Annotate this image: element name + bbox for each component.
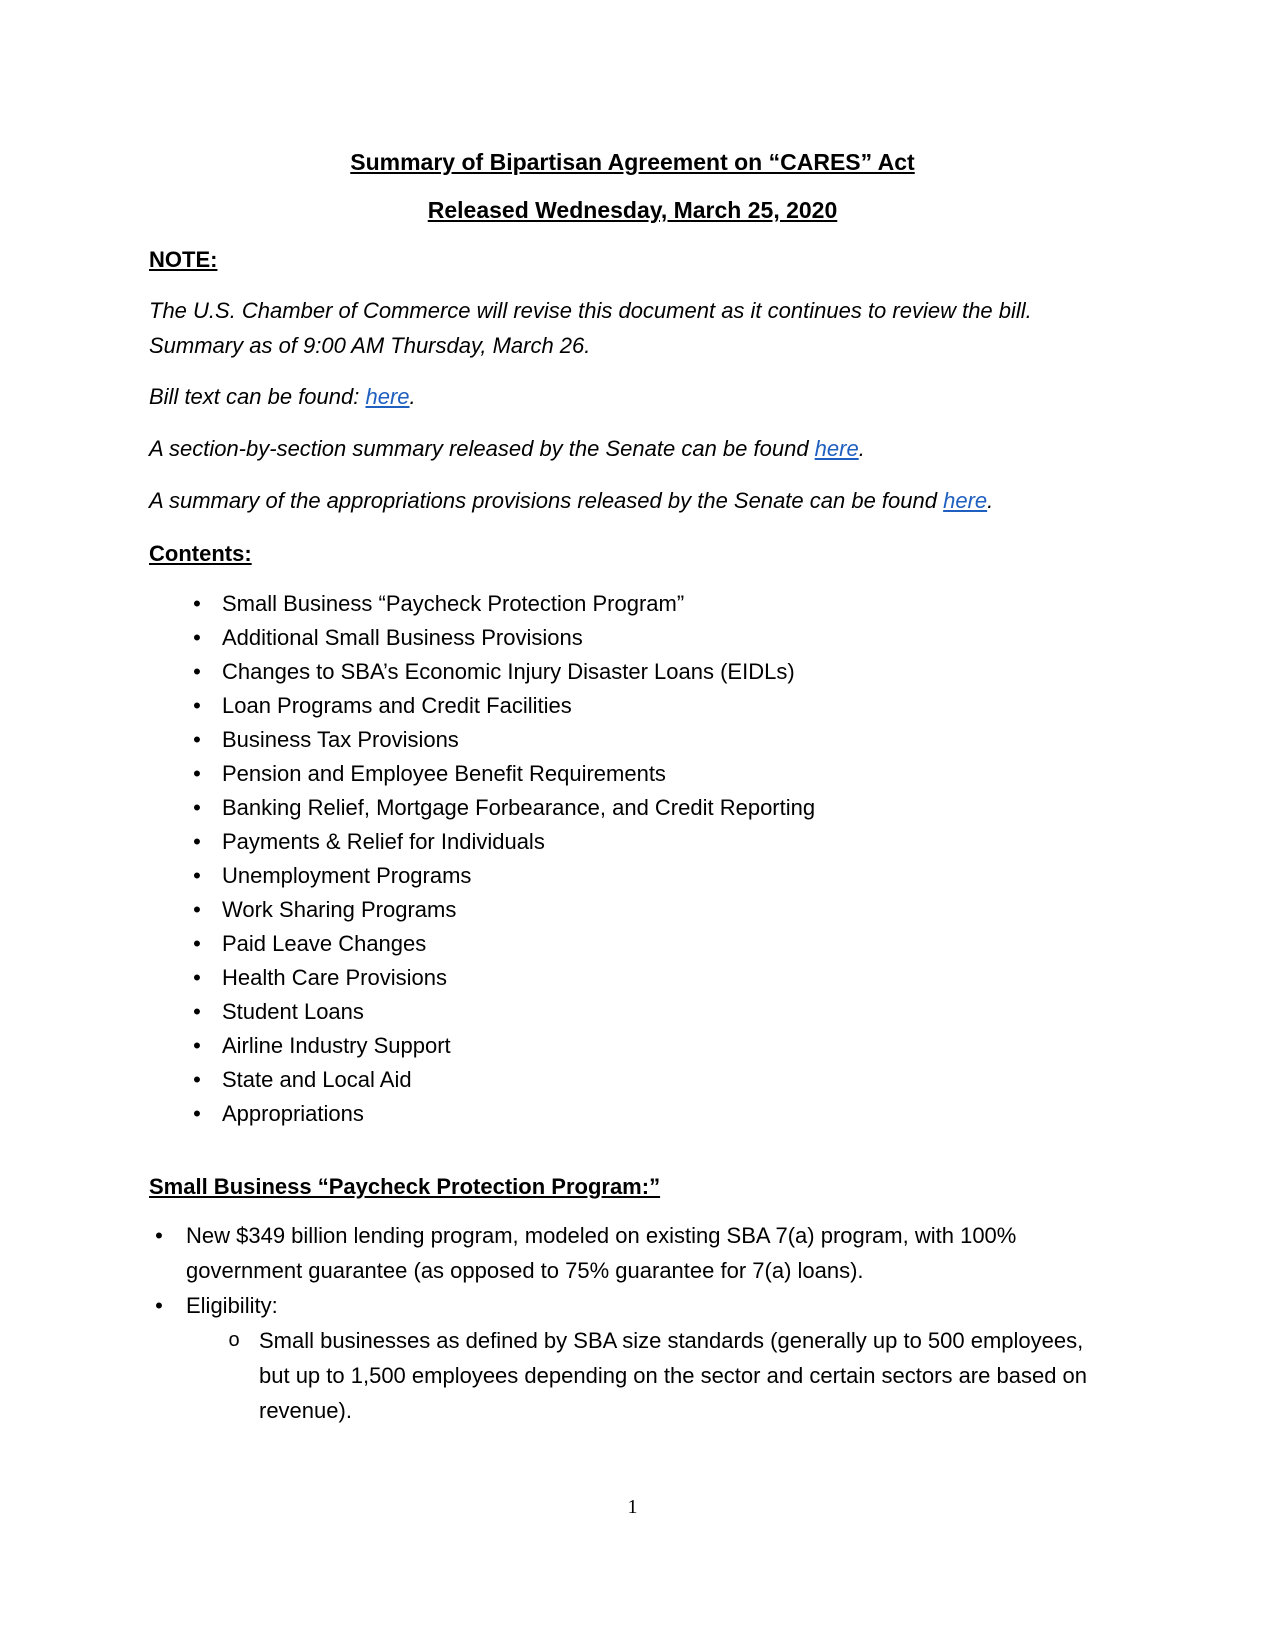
bullet-icon: • — [193, 829, 201, 854]
contents-item-label: Small Business “Paycheck Protection Program” — [222, 591, 685, 616]
bullet-icon: • — [193, 591, 201, 616]
ppp-sub-list — [186, 1323, 1119, 1428]
contents-item-label: Additional Small Business Provisions — [222, 625, 583, 650]
contents-item — [149, 927, 815, 961]
bullet-icon: • — [193, 1101, 201, 1126]
section-summary-period: . — [858, 436, 865, 461]
contents-item — [149, 825, 815, 859]
contents-item — [149, 961, 815, 995]
bullet-icon: • — [193, 863, 201, 888]
contents-heading: Contents: — [149, 541, 252, 566]
appropriations-line — [149, 483, 1089, 518]
bullet-icon: • — [193, 931, 201, 956]
bullet-icon: • — [193, 897, 201, 922]
ppp-sub-item — [186, 1323, 1119, 1428]
contents-item — [149, 791, 815, 825]
bill-text-line — [149, 379, 1089, 414]
contents-item-label: Appropriations — [222, 1101, 364, 1126]
ppp-bullet-text: Eligibility: — [186, 1293, 278, 1318]
hollow-bullet-icon: o — [228, 1329, 240, 1351]
section-summary-link[interactable]: here — [814, 436, 859, 461]
bill-text-prefix: Bill text can be found: — [149, 384, 366, 409]
bullet-icon: • — [193, 727, 201, 752]
contents-item-label: Changes to SBA’s Economic Injury Disaster Loans (EIDLs) — [222, 659, 795, 684]
bill-text-link[interactable]: here — [365, 384, 410, 409]
contents-item-label: Student Loans — [222, 999, 364, 1024]
bullet-icon: • — [193, 625, 201, 650]
document-subtitle: Released Wednesday, March 25, 2020 — [427, 197, 838, 223]
contents-item — [149, 995, 815, 1029]
appropriations-link[interactable]: here — [943, 488, 988, 513]
contents-item-label: Airline Industry Support — [222, 1033, 451, 1058]
contents-item-label: Loan Programs and Credit Facilities — [222, 693, 572, 718]
ppp-section-heading: Small Business “Paycheck Protection Program:” — [149, 1174, 661, 1199]
contents-item — [149, 689, 815, 723]
section-summary-prefix: A section-by-section summary released by the Senate can be found — [149, 436, 815, 461]
bullet-icon: • — [193, 795, 201, 820]
contents-item-label: Business Tax Provisions — [222, 727, 459, 752]
contents-item-label: Unemployment Programs — [222, 863, 472, 888]
contents-item — [149, 1029, 815, 1063]
ppp-bullet-item — [149, 1288, 1119, 1428]
note-heading: NOTE: — [149, 247, 218, 272]
ppp-bullet-item — [149, 1218, 1119, 1288]
contents-item — [149, 757, 815, 791]
contents-item-label: Payments & Relief for Individuals — [222, 829, 545, 854]
bullet-icon: • — [193, 761, 201, 786]
bullet-icon: • — [193, 1033, 201, 1058]
contents-item — [149, 587, 815, 621]
ppp-sub-text: Small businesses as defined by SBA size standards (generally up to 500 employees, but up to 1,500 employees depending on the sector and certain sectors are based on revenue). — [259, 1328, 1088, 1423]
contents-item-label: Work Sharing Programs — [222, 897, 457, 922]
contents-item — [149, 893, 815, 927]
contents-item — [149, 1063, 815, 1097]
contents-item-label: State and Local Aid — [222, 1067, 412, 1092]
contents-item — [149, 723, 815, 757]
contents-item — [149, 1097, 815, 1131]
contents-list — [149, 587, 815, 1131]
contents-item — [149, 621, 815, 655]
ppp-bullet-text: New $349 billion lending program, modeled on existing SBA 7(a) program, with 100% government guarantee (as opposed to 75% guarantee for 7(a) loans). — [186, 1223, 1017, 1283]
bullet-icon: • — [193, 965, 201, 990]
bullet-icon: • — [193, 999, 201, 1024]
contents-item-label: Pension and Employee Benefit Requirements — [222, 761, 666, 786]
contents-item-label: Health Care Provisions — [222, 965, 447, 990]
appropriations-period: . — [987, 488, 994, 513]
contents-item — [149, 655, 815, 689]
bullet-icon: • — [193, 693, 201, 718]
contents-item — [149, 859, 815, 893]
page-number: 1 — [627, 1496, 638, 1518]
appropriations-prefix: A summary of the appropriations provisions released by the Senate can be found — [149, 488, 944, 513]
contents-item-label: Banking Relief, Mortgage Forbearance, and Credit Reporting — [222, 795, 816, 820]
contents-item-label: Paid Leave Changes — [222, 931, 427, 956]
bullet-icon: • — [155, 1293, 163, 1318]
bill-text-period: . — [409, 384, 416, 409]
bullet-icon: • — [155, 1223, 163, 1248]
ppp-bullet-list — [149, 1218, 1119, 1428]
document-title: Summary of Bipartisan Agreement on “CARES” Act — [350, 149, 915, 175]
bullet-icon: • — [193, 659, 201, 684]
bullet-icon: • — [193, 1067, 201, 1092]
note-paragraph: The U.S. Chamber of Commerce will revise this document as it continues to review the bill. Summary as of 9:00 AM Thursday, March 26. — [149, 298, 1032, 358]
section-summary-line — [149, 431, 1089, 466]
